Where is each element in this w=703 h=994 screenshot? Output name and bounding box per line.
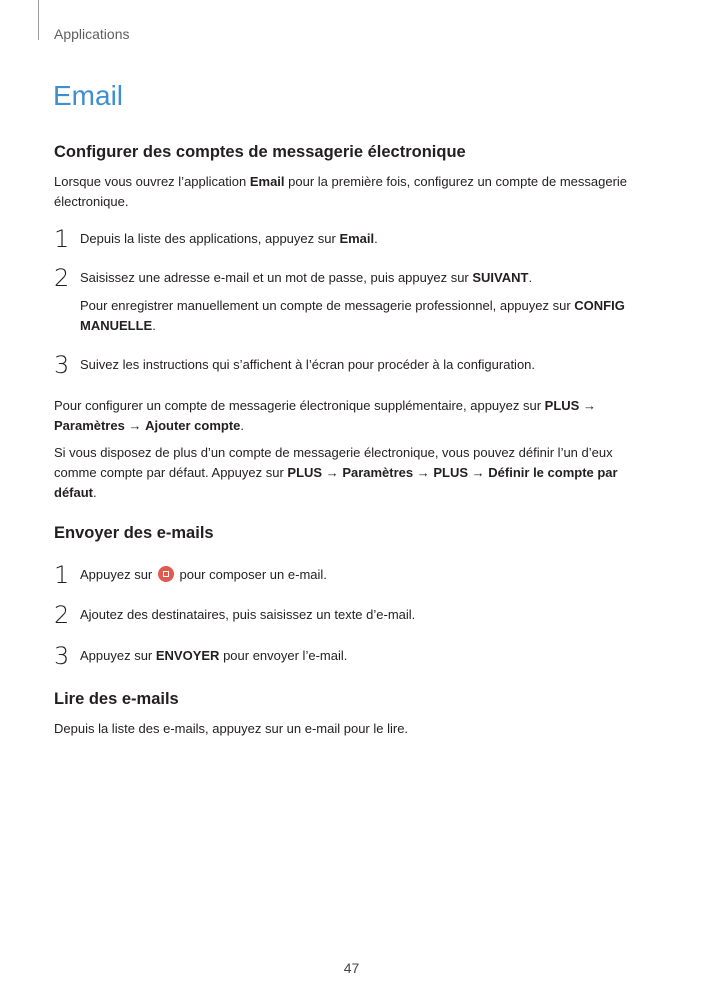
step-number: 1: [54, 225, 70, 253]
step-number: 3: [54, 351, 70, 379]
more-accounts-paragraph: Pour configurer un compte de messagerie électronique supplémentaire, appuyez sur PLUS → Paramètres → Ajouter compte.: [54, 398, 596, 433]
step-number: 2: [54, 264, 70, 292]
heading-send: Envoyer des e-mails: [54, 524, 214, 542]
header-divider: [38, 0, 39, 40]
compose-icon: [158, 566, 174, 582]
default-account-paragraph: Si vous disposez de plus d’un compte de messagerie électronique, vous pouvez définir l’un d’eux comme compte par défaut. Appuyez sur PLUS → Paramètres → PLUS → Définir le compte par défaut.: [54, 445, 618, 500]
step-text: Depuis la liste des applications, appuyez sur Email.: [80, 231, 378, 246]
intro-text-end: pour la première fois, configurez un compte de messagerie électronique.: [54, 174, 628, 209]
intro-bold-email: Email: [249, 174, 285, 189]
step-text: Ajoutez des destinataires, puis saisissez un texte d’e-mail.: [80, 607, 416, 622]
page-number: 47: [343, 960, 360, 976]
intro-text: Lorsque vous ouvrez l’application: [54, 174, 250, 189]
page-title: Email: [53, 80, 124, 111]
step-text: Saisissez une adresse e-mail et un mot de passe, puis appuyez sur SUIVANT.: [80, 270, 533, 285]
intro-paragraph: [54, 172, 644, 212]
read-paragraph: Depuis la liste des e-mails, appuyez sur un e-mail pour le lire.: [54, 721, 409, 736]
step-text: Appuyez sur pour composer un e-mail.: [80, 567, 327, 582]
heading-configure: Configurer des comptes de messagerie électronique: [54, 143, 466, 161]
section-label: Applications: [54, 26, 130, 42]
step-number: 1: [54, 561, 70, 589]
step-number: 3: [54, 642, 70, 670]
heading-read: Lire des e-mails: [54, 690, 179, 708]
step-number: 2: [54, 601, 70, 629]
step-text: Appuyez sur ENVOYER pour envoyer l’e-mail.: [80, 648, 348, 663]
step-text: Suivez les instructions qui s’affichent à l’écran pour procéder à la configuration.: [80, 357, 536, 372]
step-note: Pour enregistrer manuellement un compte de messagerie professionnel, appuyez sur CONFIG MANUELLE.: [80, 298, 625, 333]
